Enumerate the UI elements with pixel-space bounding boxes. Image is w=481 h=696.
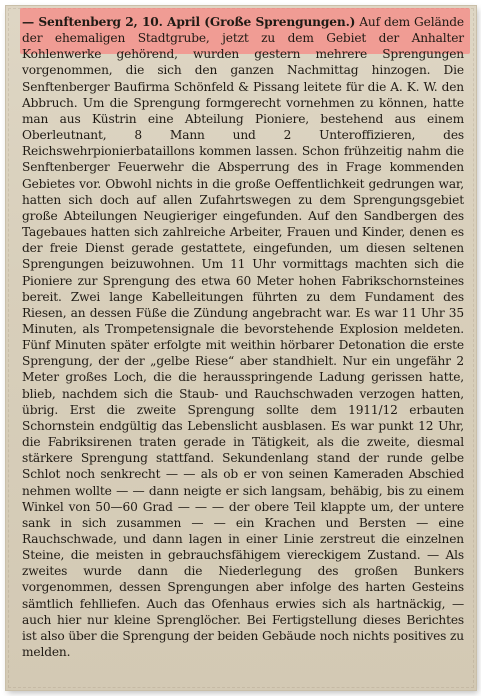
article-text: [22, 14, 464, 660]
newspaper-clipping: [6, 6, 476, 690]
article-dateline: — Senftenberg 2, 10. April (Große Sprengungen.): [22, 15, 356, 29]
article-body: Auf dem Gelände der ehemaligen Stadtgrube, jetzt zu dem Gebiet der Anhalter Kohlenwerke gehörend, wurden gestern mehrere Sprengungen vorgenommen, die sich den ganzen Nachmittag hinzogen. Die Senftenberger Baufirma Schönfeld & Pissang leitete für die A. K. W. den Abbruch. Um die Sprengung formgerecht vornehmen zu können, hatte man aus Küstrin eine Abteilung Pioniere, bestehend aus einem Oberleutnant, 8 Mann und 2 Unteroffizieren, des Reichswehrpionierbataillons kommen lassen. Schon frühzeitig nahm die Senftenberger Feuerwehr die Absperrung des in Frage kommenden Gebietes vor. Obwohl nichts in die große Oeffentlichkeit gedrungen war, hatten sich doch auf allen Zufahrtswegen zu dem Sprengungsgebiet große Abteilungen Neugieriger eingefunden. Auf den Sandbergen des Tagebaues hatten sich zahlreiche Arbeiter, Frauen und Kinder, denen es der freie Dienst gerade gestattete, eingefunden, um diesen seltenen Sprengungen beizuwohnen. Um 11 Uhr vormittags machten sich die Pioniere zur Sprengung des etwa 60 Meter hohen Fabrikschornsteines bereit. Zwei lange Kabelleitungen führten zu dem Fundament des Riesen, an dessen Füße die Zündung angebracht war. Es war 11 Uhr 35 Minuten, als Trompetensignale die bevorstehende Explosion meldeten. Fünf Minuten später erfolgte mit weithin hörbarer Detonation die erste Sprengung, der der „gelbe Riese“ aber standhielt. Nur ein ungefähr 2 Meter großes Loch, die die herausspringende Ladung gerissen hatte, blieb, nachdem sich die Staub- und Rauchschwaden verzogen hatten, übrig. Erst die zweite Sprengung sollte dem 1911/12 erbauten Schornstein endgültig das Lebenslicht ausblasen. Es war punkt 12 Uhr, die Fabriksirenen traten gerade in Tätigkeit, als die zweite, diesmal stärkere Sprengung stattfand. Sekundenlang stand der runde gelbe Schlot noch senkrecht — — als ob er von seinen Kameraden Abschied nehmen wollte — — dann neigte er sich langsam, behäbig, bis zu einem Winkel von 50—60 Grad — — — der obere Teil klappte um, der untere sank in sich zusammen — — ein Krachen und Bersten — eine Rauchschwade, und dann lagen in einer Linie zerstreut die einzelnen Steine, die meisten in gebrauchsfähigem viereckigem Zustand. — Als zweites wurde dann die Niederlegung des großen Bunkers vorgenommen, dessen Sprengungen aber infolge des harten Gesteins sämtlich fehlliefen. Auch das Ofenhaus erwies sich als hartnäckig, — auch hier nur kleine Sprenglöcher. Bei Fertigstellung dieses Berichtes ist also über die Sprengung der beiden Gebäude noch nichts positives zu melden.: [22, 15, 464, 660]
